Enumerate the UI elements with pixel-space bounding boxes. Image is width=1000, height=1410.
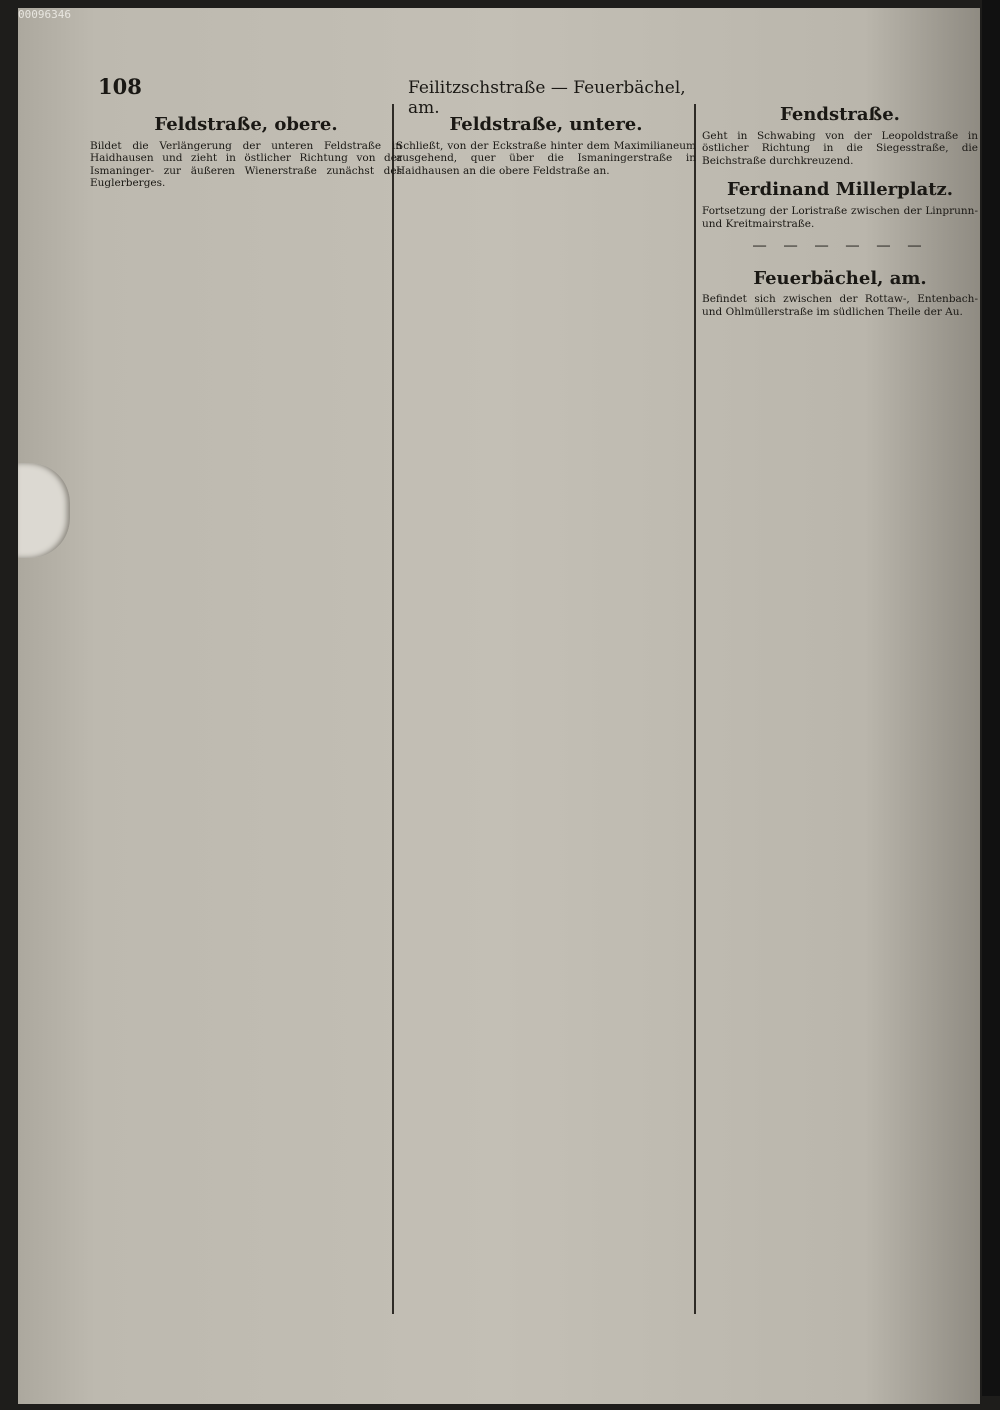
directory-page	[18, 8, 980, 1404]
street-note: Fortsetzung der Loristraße zwischen der Linprunn- und Kreitmairstraße.	[702, 204, 978, 230]
column-2	[396, 102, 696, 185]
column-3	[702, 102, 978, 327]
column-divider	[392, 104, 394, 1314]
separator-dashes: — — — — — —	[752, 238, 928, 255]
page-number: 108	[98, 74, 142, 99]
street-note: Befindet sich zwischen der Rottaw-, Entenbach- und Ohlmüllerstraße im südlichen Theile der Au.	[702, 293, 978, 318]
street-heading: Feldstraße, untere.	[449, 114, 643, 135]
street-heading: Feldstraße, obere.	[154, 114, 338, 135]
column-divider	[694, 104, 696, 1314]
running-head: Feilitzschstraße — Feuerbächel, am.	[408, 78, 686, 118]
street-heading: Ferdinand Millerplatz.	[726, 179, 954, 201]
street-note: Schließt, von der Eckstraße hinter dem Maximilianeum ausgehend, quer über die Ismaningerstraße in Haidhausen an die obere Feldstraße an.	[396, 139, 696, 177]
binding-tab	[18, 463, 70, 558]
street-heading: Fendstraße.	[780, 104, 900, 125]
street-heading: Feuerbächel, am.	[753, 267, 927, 289]
column-1	[90, 102, 402, 198]
scan-id: 00096346	[18, 8, 71, 21]
street-note: Bildet die Verlängerung der unteren Feldstraße in Haidhausen und zieht in östlicher Richtung von der Ismaninger- zur äußeren Wienerstraße zunächst des Euglerberges.	[90, 139, 402, 190]
street-note: Geht in Schwabing von der Leopoldstraße in östlicher Richtung in die Siegesstraße, die Beichstraße durchkreuzend.	[702, 129, 978, 167]
scan-edge	[982, 0, 1000, 1396]
